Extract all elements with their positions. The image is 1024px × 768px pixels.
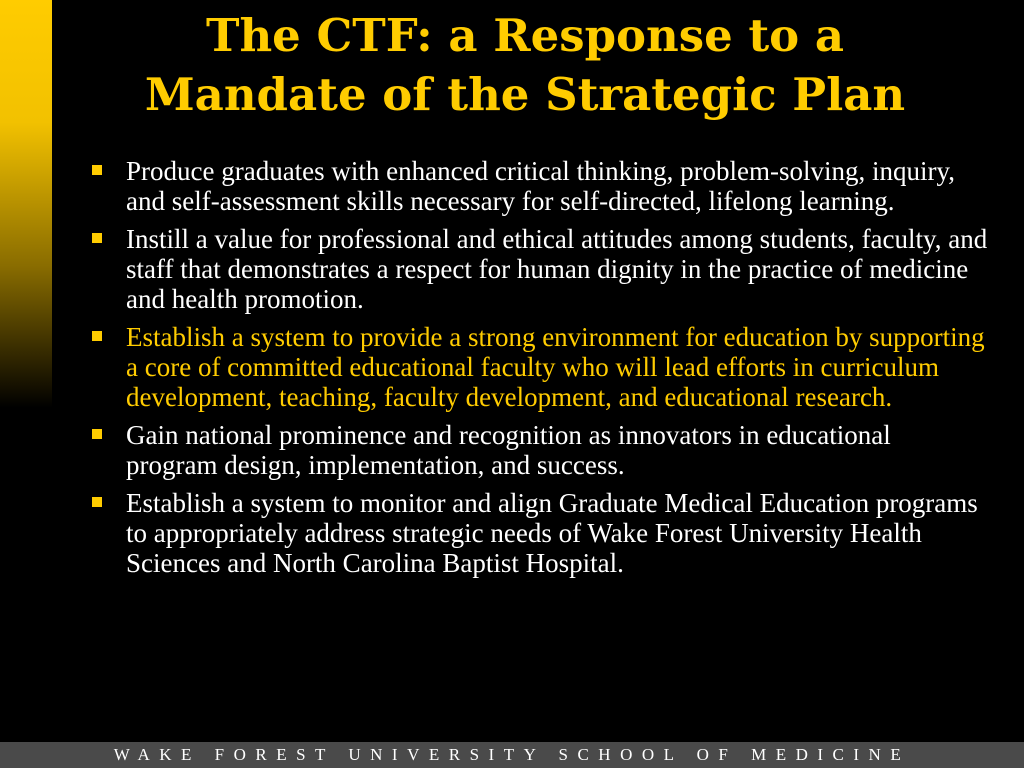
bullet-item bbox=[88, 420, 988, 480]
bullet-item bbox=[88, 156, 988, 216]
slide-title-line-1: The CTF: a Response to a bbox=[205, 9, 845, 62]
decorative-side-bar bbox=[0, 0, 52, 408]
bullet-text: Establish a system to monitor and align Graduate Medical Education programs to appropriately address strategic needs of Wake Forest University Health Sciences and North Carolina Baptist Hospital. bbox=[126, 488, 978, 578]
bullet-item bbox=[88, 224, 988, 314]
square-bullet-icon bbox=[92, 233, 102, 243]
footer-text: WAKE FOREST UNIVERSITY SCHOOL OF MEDICINE bbox=[113, 745, 911, 764]
bullet-item bbox=[88, 488, 988, 578]
bullet-text: Produce graduates with enhanced critical thinking, problem-solving, inquiry, and self-assessment skills necessary for self-directed, lifelong learning. bbox=[126, 156, 956, 216]
bullet-list bbox=[88, 156, 988, 586]
footer-bar bbox=[0, 742, 1024, 768]
bullet-text: Establish a system to provide a strong environment for education by supporting a core of committed educational faculty who will lead efforts in curriculum development, teaching, faculty development, and educational research. bbox=[126, 322, 985, 412]
bullet-text: Gain national prominence and recognition as innovators in educational program design, implementation, and success. bbox=[126, 420, 891, 480]
slide-title bbox=[60, 6, 990, 124]
slide-title-line-2: Mandate of the Strategic Plan bbox=[144, 68, 906, 121]
bullet-item-highlighted bbox=[88, 322, 988, 412]
square-bullet-icon bbox=[92, 497, 102, 507]
square-bullet-icon bbox=[92, 429, 102, 439]
bullet-text: Instill a value for professional and ethical attitudes among students, faculty, and staff that demonstrates a respect for human dignity in the practice of medicine and health promotion. bbox=[126, 224, 988, 314]
square-bullet-icon bbox=[92, 331, 102, 341]
square-bullet-icon bbox=[92, 165, 102, 175]
